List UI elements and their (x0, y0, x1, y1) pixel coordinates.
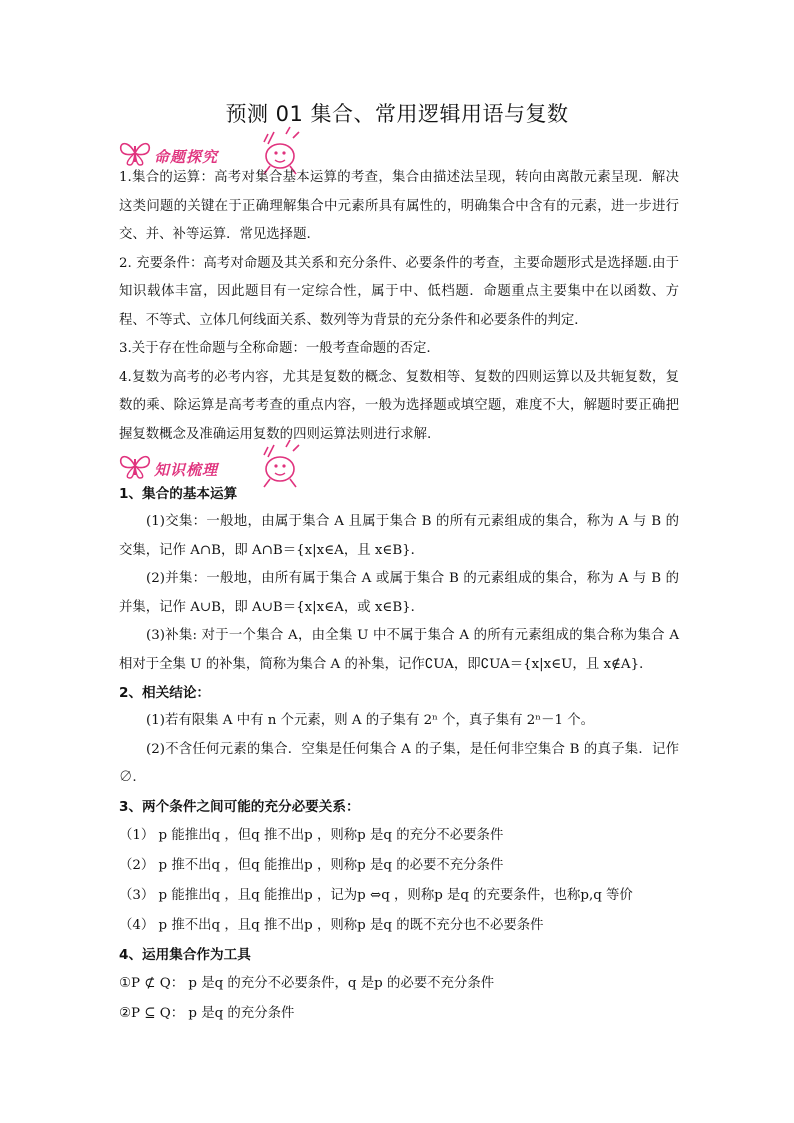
exploration-paragraph-1: 1.集合的运算：高考对集合基本运算的考查，集合由描述法呈现，转向由离散元素呈现．解决这类问题的关键在于正确理解集合中元素所具有属性的，明确集合中含有的元素，进一步进行交、并、补等运算．常见选择题. (119, 170, 679, 242)
op-union: (2)并集：一般地，由所有属于集合 A 或属于集合 B 的元素组成的集合，称为 A 与 B 的并集，记作 A∪B，即 A∪B＝{x|x∈A，或 x∈B}． (119, 571, 679, 615)
exploration-paragraph-2: 2. 充要条件：高考对命题及其关系和充分条件、必要条件的考查，主要命题形式是选择题.由于知识载体丰富，因此题目有一定综合性，属于中、低档题．命题重点主要集中在以函数、方程、不等式、立体几何线面关系、数列等为背景的充分条件和必要条件的判定． (119, 255, 679, 328)
heading-relations: 3、两个条件之间可能的充分必要关系： (119, 798, 360, 815)
conclusion-1: (1)若有限集 A 中有 n 个元素，则 A 的子集有 2ⁿ 个，真子集有 2ⁿ－1 个。 (146, 713, 595, 728)
page-title: 预测 01 集合、常用逻辑用语与复数 (225, 102, 569, 126)
relation-4: （4） p 推不出q ，且q 推不出p ，则称p 是q 的既不充分也不必要条件 (119, 917, 544, 933)
relation-1: （1） p 能推出q ，但q 推不出p ，则称p 是q 的充分不必要条件 (119, 827, 504, 843)
relation-2: （2） p 推不出q ，但q 能推出p ，则称p 是q 的必要不充分条件 (119, 857, 504, 873)
banner-label: 命题探究 (154, 148, 219, 166)
op-intersection: (1)交集：一般地，由属于集合 A 且属于集合 B 的所有元素组成的集合，称为 A 与 B 的交集，记作 A∩B，即 A∩B＝{x|x∈A，且 x∈B}． (119, 514, 679, 558)
exploration-paragraph-3: 3.关于存在性命题与全称命题：一般考查命题的否定. (119, 341, 431, 356)
butterfly-icon (118, 451, 152, 481)
op-complement: (3)补集: 对于一个集合 A，由全集 U 中不属于集合 A 的所有元素组成的集合称为集合 A 相对于全集 U 的补集，简称为集合 A 的补集，记作∁UA，即∁UA＝{x|x∈U，且 x∉A}． (119, 628, 679, 672)
banner-label: 知识梳理 (154, 461, 219, 479)
heading-conclusions: 2、相关结论： (119, 685, 211, 701)
heading-tools: 4、运用集合作为工具 (119, 946, 251, 963)
tool-1: ①P ⊄ Q： p 是q 的充分不必要条件，q 是p 的必要不充分条件 (119, 975, 495, 991)
knowledge-content (119, 480, 679, 1029)
heading-set-operations: 1、集合的基本运算 (119, 486, 238, 502)
relation-3: （3） p 能推出q ，且q 能推出p ，记为p ⇔q ，则称p 是q 的充要条件，也称p,q 等价 (119, 887, 633, 903)
tool-2: ②P ⊆ Q： p 是q 的充分条件 (119, 1005, 295, 1021)
exploration-content (119, 164, 679, 449)
conclusion-2: (2)不含任何元素的集合．空集是任何集合 A 的子集，是任何非空集合 B 的真子集．记作∅. (119, 741, 679, 785)
exploration-paragraph-4: 4.复数为高考的必考内容，尤其是复数的概念、复数相等、复数的四则运算以及共轭复数，复数的乘、除运算是高考考查的重点内容，一般为选择题或填空题，难度不大，解题时要正确把握复数概念及准确运用复数的四则运算法则进行求解. (119, 369, 679, 442)
